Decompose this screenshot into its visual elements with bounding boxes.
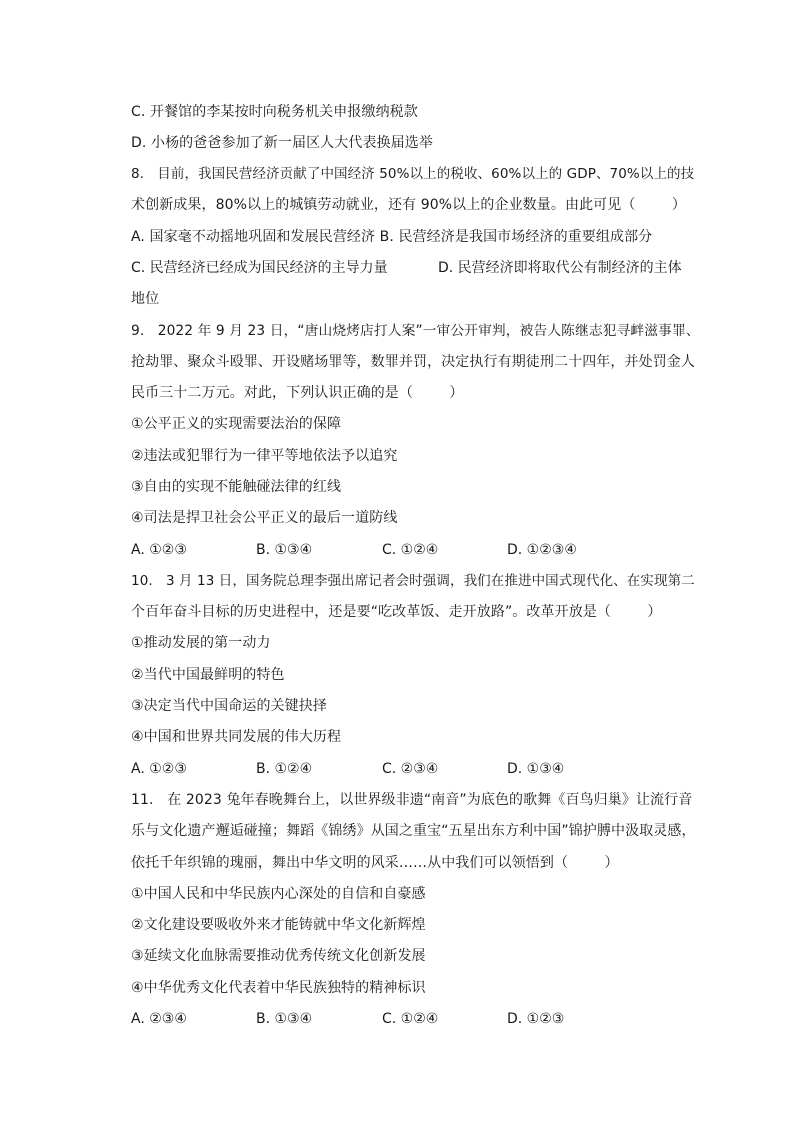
q9-option-c: C. ①②④ <box>382 542 439 558</box>
q10-options <box>131 759 691 779</box>
q8-stem-line2: 术创新成果，80%以上的城镇劳动就业，还有 90%以上的企业数量。由此可见（ ） <box>131 197 686 213</box>
q9-item: ②违法或犯罪行为一律平等地依法予以追究 <box>131 448 398 464</box>
q7-option-d: D. 小杨的爸爸参加了新一届区人大代表换届选举 <box>131 135 433 151</box>
q10-stem-line2: 个百年奋斗目标的历史进程中，还是要“吃改革饭、走开放路”。改革开放是（ ） <box>131 604 662 620</box>
q10-option-b: B. ①②④ <box>256 761 313 777</box>
q9-item: ④司法是捍卫社会公平正义的最后一道防线 <box>131 510 398 526</box>
q8-option-d-cont: 地位 <box>131 291 160 307</box>
q10-item: ③决定当代中国命运的关键抉择 <box>131 698 327 714</box>
q11-options <box>131 1009 691 1029</box>
q10-item: ①推动发展的第一动力 <box>131 635 271 651</box>
q9-options <box>131 540 691 560</box>
q9-item: ①公平正义的实现需要法治的保障 <box>131 416 342 432</box>
q11-item: ①中国人民和中华民族内心深处的自信和自豪感 <box>131 886 426 902</box>
q9-option-d: D. ①②③④ <box>507 542 577 558</box>
q9-item: ③自由的实现不能触碰法律的红线 <box>131 479 342 495</box>
q11-option-c: C. ①②④ <box>382 1011 439 1027</box>
q9-stem-line2: 抢劫罪、聚众斗殴罪、开设赌场罪等，数罪并罚，决定执行有期徒刑二十四年，并处罚金人 <box>131 354 695 370</box>
q9-stem-line1: 9. 2022 年 9 月 23 日，“唐山烧烤店打人案”一审公开审判，被告人陈继志犯寻衅滋事罪、 <box>131 323 700 339</box>
q10-option-a: A. ①②③ <box>131 761 187 777</box>
q8-option-a-b: A. 国家毫不动摇地巩固和发展民营经济 B. 民营经济是我国市场经济的重要组成部分 <box>131 229 653 245</box>
q11-option-a: A. ②③④ <box>131 1011 187 1027</box>
q11-stem-line2: 乐与文化遗产邂逅碰撞；舞蹈《锦绣》从国之重宝“五星出东方利中国”锦护膊中汲取灵感， <box>131 823 696 839</box>
q11-stem-line1: 11. 在 2023 兔年春晚舞台上，以世界级非遗“南音”为底色的歌舞《百鸟归巢》让流行音 <box>131 792 693 808</box>
q7-option-c: C. 开餐馆的李某按时向税务机关申报缴纳税款 <box>131 104 418 120</box>
q9-option-b: B. ①③④ <box>256 542 313 558</box>
q8-option-c: C. 民营经济已经成为国民经济的主导力量 <box>131 260 388 276</box>
q10-stem-line1: 10. 3 月 13 日，国务院总理李强出席记者会时强调，我们在推进中国式现代化、在实现第二 <box>131 573 695 589</box>
q10-item: ④中国和世界共同发展的伟大历程 <box>131 729 342 745</box>
q11-stem-line3: 依托千年织锦的瑰丽，舞出中华文明的风采……从中我们可以领悟到（ ） <box>131 855 619 871</box>
q9-option-a: A. ①②③ <box>131 542 187 558</box>
q11-item: ③延续文化血脉需要推动优秀传统文化创新发展 <box>131 948 426 964</box>
q11-option-d: D. ①②③ <box>507 1011 565 1027</box>
q10-option-c: C. ②③④ <box>382 761 439 777</box>
q8-options-c-d <box>131 258 691 278</box>
q11-option-b: B. ①③④ <box>256 1011 313 1027</box>
q10-item: ②当代中国最鲜明的特色 <box>131 667 285 683</box>
q11-item: ②文化建设要吸收外来才能铸就中华文化新辉煌 <box>131 917 426 933</box>
q8-option-d: D. 民营经济即将取代公有制经济的主体 <box>438 260 682 276</box>
q11-item: ④中华优秀文化代表着中华民族独特的精神标识 <box>131 980 426 996</box>
q9-stem-line3: 民币三十二万元。对此，下列认识正确的是（ ） <box>131 385 464 401</box>
q10-option-d: D. ①③④ <box>507 761 565 777</box>
q8-stem-line1: 8. 目前，我国民营经济贡献了中国经济 50%以上的税收、60%以上的 GDP、70%以上的技 <box>131 166 695 182</box>
